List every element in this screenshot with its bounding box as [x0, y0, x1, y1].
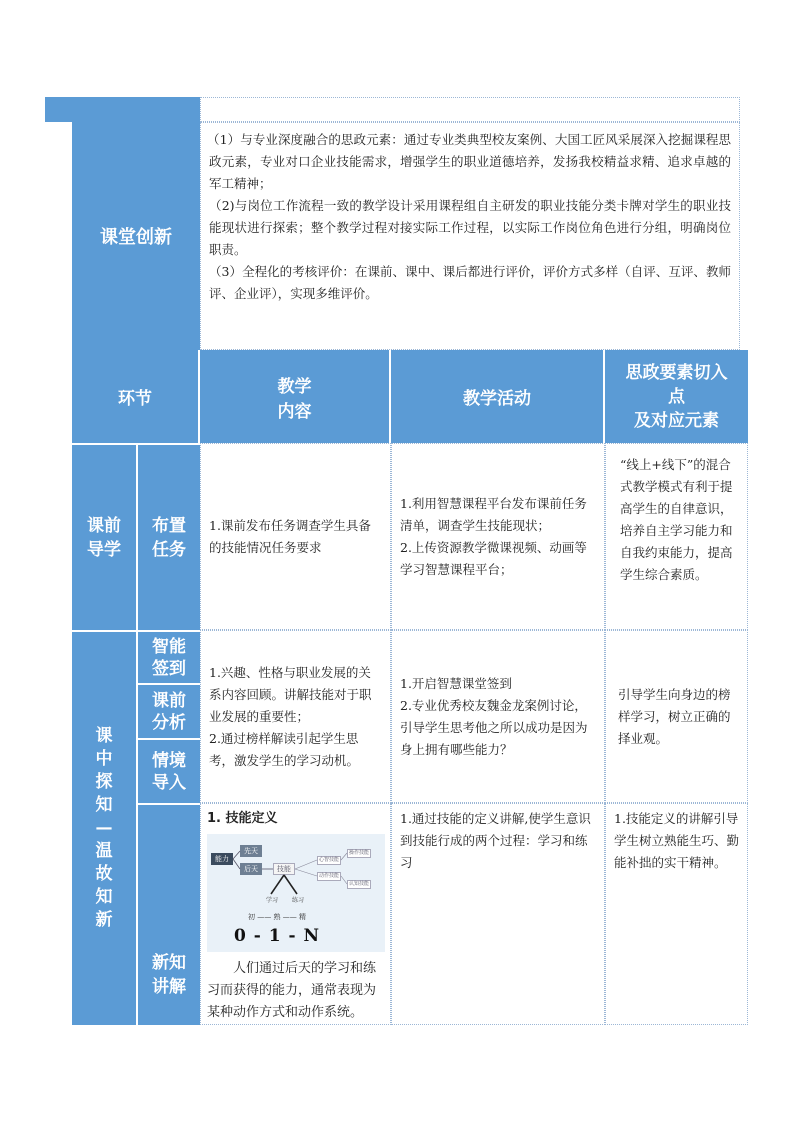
preclass-activity: 1.利用智慧课程平台发布课前任务清单，调查学生技能现状； 2.上传资源教学微课视频、动画等学习智慧课程平台；	[391, 443, 605, 630]
diagram-formula: 0 - 1 - N	[234, 926, 320, 946]
inclass-stage: 课 中 探 知 — 温 故 知 新	[72, 630, 138, 1025]
diagram-root: 能力	[211, 853, 233, 865]
diagram-leaf2: 动作技能	[318, 873, 339, 879]
header-activity: 教学活动	[391, 350, 605, 443]
innovation-paragraph-1: （1）与专业深度融合的思政元素：通过专业类典型校友案例、大国工匠风采展深入挖掘课程思政元素，专业对口企业技能需求，增强学生的职业道德培养，发扬我校精益求精、追求卓越的军工精神；	[207, 132, 731, 191]
newknowledge-definition: 人们通过后天的学习和练习而获得的能力，通常表现为某种动作方式和动作系统。	[207, 961, 377, 1020]
diagram-leaf4: 认知技能	[348, 881, 369, 887]
newknowledge-ideo: 1.技能定义的讲解引导学生树立熟能生巧、勤能补拙的实干精神。	[605, 803, 748, 1025]
top-bar	[45, 97, 200, 122]
innovation-text	[200, 122, 740, 350]
innovation-paragraph-2: （2)与岗位工作流程一致的教学设计采用课程组自主研发的职业技能分类卡牌对学生的职业技能现状进行探索；整个教学过程对接实际工作过程，以实际工作岗位角色进行分组，明确岗位职责。	[209, 198, 731, 257]
newknowledge-activity: 1.通过技能的定义讲解,使学生意识到技能行成的两个过程：学习和练习	[391, 803, 605, 1025]
diagram-branch1: 先天	[240, 845, 262, 857]
diagram-foot1: 学习	[265, 897, 278, 904]
preclass-stage: 课前 导学	[72, 443, 138, 630]
diagram-branch2: 后天	[240, 863, 262, 875]
header-stage: 环节	[72, 350, 200, 443]
diagram-leaf3: 操作技能	[348, 850, 369, 856]
newknowledge-content	[200, 803, 391, 1025]
preclass-sub: 布置 任务	[138, 443, 200, 630]
innovation-label: 课堂创新	[72, 122, 200, 350]
skill-diagram	[207, 834, 385, 952]
top-bar-cell	[200, 97, 740, 122]
preclass-content: 1.课前发布任务调查学生具备的技能情况任务要求	[200, 443, 391, 630]
diagram-foot2: 练习	[291, 897, 304, 904]
diagram-leaf1: 心智技能	[318, 857, 339, 863]
newknowledge-sub: 新知 讲解	[138, 803, 200, 1025]
preclass-ideo: “线上+线下”的混合式教学模式有利于提高学生的自律意识，培养自主学习能力和自我约束能力，提高学生综合素质。	[605, 443, 748, 630]
inclass-sub3: 情境 导入	[138, 740, 200, 803]
header-content: 教学 内容	[200, 350, 391, 443]
diagram-scale: 初 —— 熟 —— 精	[248, 913, 306, 921]
inclass-content: 1.兴趣、性格与职业发展的关系内容回顾。讲解技能对于职业发展的重要性； 2.通过榜样解读引起学生思考，激发学生的学习动机。	[200, 630, 391, 803]
inclass-sub2: 课前 分析	[138, 685, 200, 740]
inclass-ideo: 引导学生向身边的榜样学习，树立正确的择业观。	[605, 630, 748, 803]
newknowledge-title: 1. 技能定义	[207, 811, 278, 826]
header-ideo: 思政要素切入 点 及对应元素	[605, 350, 748, 443]
innovation-paragraph-3: （3）全程化的考核评价：在课前、课中、课后都进行评价，评价方式多样（自评、互评、教师评、企业评），实现多维评价。	[209, 264, 731, 301]
diagram-node: 技能	[273, 863, 295, 875]
inclass-sub1: 智能 签到	[138, 630, 200, 685]
inclass-activity: 1.开启智慧课堂签到 2.专业优秀校友魏金龙案例讨论，引导学生思考他之所以成功是因为身上拥有哪些能力？	[391, 630, 605, 803]
